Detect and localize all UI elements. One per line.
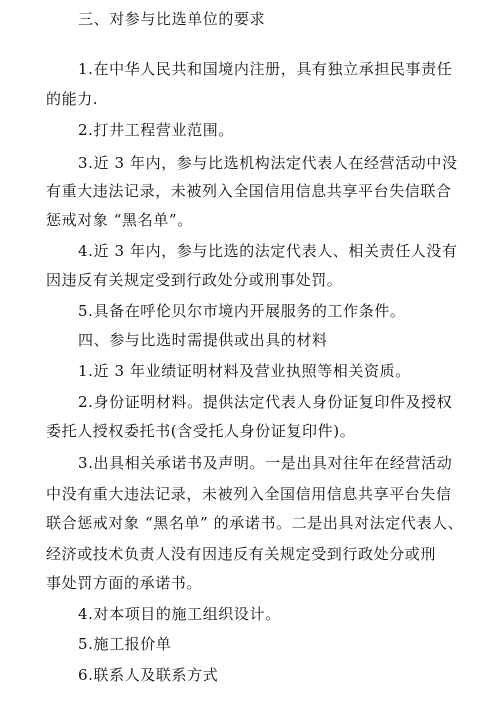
paragraph-line: 3.出具相关承诺书及声明。一是出具对往年在经营活动 [78, 454, 453, 472]
section-heading-materials: 四、参与比选时需提供或出具的材料 [78, 331, 328, 349]
paragraph-line: 3.近 3 年内，参与比选机构法定代表人在经营活动中没 [78, 154, 458, 172]
paragraph-line: 2.打井工程营业范围。 [78, 121, 234, 139]
paragraph-line: 惩戒对象 “黑名单”。 [46, 211, 193, 229]
paragraph-line: 委托人授权委托书(含受托人身份证复印件)。 [46, 422, 356, 440]
paragraph-line: 中没有重大违法记录，未被列入全国信用信息共享平台失信 [46, 485, 452, 503]
section-heading-requirements: 三、对参与比选单位的要求 [78, 10, 266, 28]
paragraph-line: 联合惩戒对象 “黑名单” 的承诺书。二是出具对法定代表人、 [46, 514, 464, 532]
paragraph-line: 经济或技术负责人没有因违反有关规定受到行政处分或刑 [46, 545, 437, 563]
paragraph-line: 5.施工报价单 [78, 635, 172, 653]
paragraph-line: 6.联系人及联系方式 [78, 666, 219, 684]
paragraph-line: 4.近 3 年内，参与比选的法定代表人、相关责任人没有 [78, 242, 458, 260]
paragraph-line: 1.近 3 年业绩证明材料及营业执照等相关资质。 [78, 362, 411, 380]
paragraph-line: 5.具备在呼伦贝尔市境内开展服务的工作条件。 [78, 302, 406, 320]
paragraph-line: 有重大违法记录，未被列入全国信用信息共享平台失信联合 [46, 182, 452, 200]
paragraph-line: 的能力. [46, 90, 99, 108]
paragraph-line: 因违反有关规定受到行政处分或刑事处罚。 [46, 271, 343, 289]
paragraph-line: 1.在中华人民共和国境内注册，具有独立承担民事责任 [78, 60, 453, 78]
paragraph-line: 4.对本项目的施工组织设计。 [78, 605, 281, 623]
paragraph-line: 事处罚方面的承诺书。 [46, 574, 203, 592]
paragraph-line: 2.身份证明材料。提供法定代表人身份证复印件及授权 [78, 393, 453, 411]
